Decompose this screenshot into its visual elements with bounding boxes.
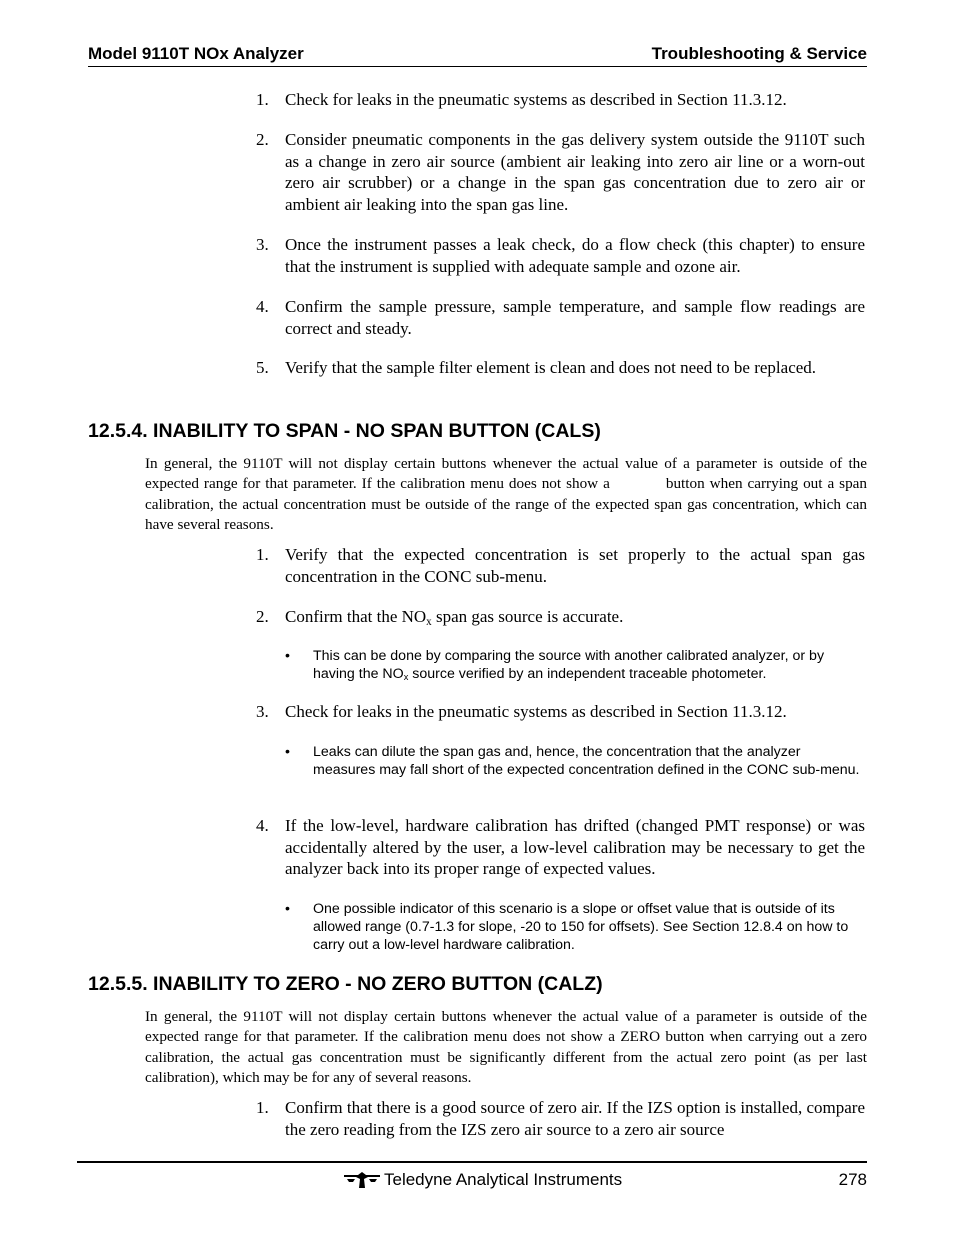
bullet-icon: •: [285, 744, 290, 760]
footer-company: Teledyne Analytical Instruments: [384, 1170, 623, 1189]
span-list: [256, 815, 865, 880]
list-item-text: Verify that the sample filter element is clean and does not need to be replaced.: [285, 358, 817, 377]
page-footer: [0, 1169, 954, 1193]
bullet-note: • One possible indicator of this scenario is a slope or offset value that is outside of its allowed range (0.7-1.3 for slope, -20 to 150 for offsets). See Section 12.8.4 on how to carry out a low-level hardware calibration.: [285, 901, 849, 953]
troubleshooting-list: [256, 89, 865, 111]
list-item: 2. Consider pneumatic components in the gas delivery system outside the 9110T such as a change in zero air source (ambient air leaking into zero air line or a worn-out zero air scrubber) or a change in the span gas concentration due to zero air or ambient air leaking into the span gas line.: [256, 130, 865, 214]
list-item: 5. Verify that the sample filter element is clean and does not need to be replaced.: [256, 358, 817, 377]
bullet-icon: •: [285, 648, 290, 664]
list-item-text: Verify that the expected concentration is set properly to the actual span gas concentration in the CONC sub-menu.: [285, 545, 865, 586]
troubleshooting-list: [256, 296, 865, 339]
zero-list: [256, 1097, 865, 1140]
page-header: [88, 44, 867, 64]
list-item: 1. Verify that the expected concentration is set properly to the actual span gas concentration in the CONC sub-menu.: [256, 545, 865, 586]
bullet-note: • Leaks can dilute the span gas and, hence, the concentration that the analyzer measures may fall short of the expected concentration defined in the CONC sub-menu.: [285, 744, 860, 778]
section-heading-zero: 12.5.5. INABILITY TO ZERO - NO ZERO BUTTON (CALZ): [88, 973, 603, 995]
list-item-text: If the low-level, hardware calibration has drifted (changed PMT response) or was accidentally altered by the user, a low-level calibration may be necessary to get the analyzer back into its proper range of expected values.: [285, 816, 865, 879]
troubleshooting-list: [256, 357, 865, 379]
span-list: [256, 544, 865, 587]
span-list: [256, 701, 865, 723]
list-item: 4. If the low-level, hardware calibration has drifted (changed PMT response) or was accidentally altered by the user, a low-level calibration may be necessary to get the analyzer back into its proper range of expected values.: [256, 816, 865, 879]
section-span-intro: In general, the 9110T will not display certain buttons whenever the actual value of a parameter is outside of the expected range for that parameter. If the calibration menu does not show a button when carrying out a span calibration, the actual concentration must be outside of the range of the expected span gas concentration, which can have several reasons.: [145, 455, 867, 533]
troubleshooting-list: [256, 129, 865, 215]
header-section: Troubleshooting & Service: [651, 44, 867, 63]
list-item: 3. Once the instrument passes a leak check, do a flow check (this chapter) to ensure that the instrument is supplied with adequate sample and ozone air.: [256, 235, 865, 276]
page-number: 278: [838, 1170, 867, 1189]
list-item-text: Confirm that there is a good source of zero air. If the IZS option is installed, compare the zero reading from the IZS zero air source to a zero air source: [285, 1098, 865, 1139]
teledyne-logo-icon: [344, 1171, 380, 1189]
list-item-text: Confirm that the $NO_x$ span gas source is accurate.: [285, 607, 624, 628]
troubleshooting-list: [256, 234, 865, 277]
list-item-text: Confirm the sample pressure, sample temperature, and sample flow readings are correct and steady.: [285, 297, 865, 338]
section-zero-intro: In general, the 9110T will not display certain buttons whenever the actual value of a parameter is outside of the expected range for that parameter. If the calibration menu does not show a ZERO button when carrying out a zero calibration, the actual gas concentration must be significantly different from the actual zero point (as per last calibration), which may be for any of several reasons.: [145, 1008, 867, 1086]
footer-divider: [77, 1161, 867, 1163]
list-item: 1. Check for leaks in the pneumatic systems as described in Section 11.3.12.: [256, 90, 787, 109]
list-item-text: Check for leaks in the pneumatic systems as described in Section 11.3.12.: [285, 702, 787, 721]
list-item-text: Check for leaks in the pneumatic systems as described in Section 11.3.12.: [285, 90, 787, 109]
list-item-text: Once the instrument passes a leak check, do a flow check (this chapter) to ensure that the instrument is supplied with adequate sample and ozone air.: [285, 235, 865, 276]
list-item: 1. Confirm that there is a good source of zero air. If the IZS option is installed, compare the zero reading from the IZS zero air source to a zero air source: [256, 1098, 865, 1139]
span-list: [256, 606, 865, 628]
section-heading-span: 12.5.4. INABILITY TO SPAN - NO SPAN BUTTON (CALS): [88, 420, 601, 442]
bullet-icon: •: [285, 901, 290, 917]
bullet-note: • This can be done by comparing the source with another calibrated analyzer, or by having the $NO_x$ source verified by an independent traceable photometer.: [285, 648, 825, 683]
list-item: 3. Check for leaks in the pneumatic systems as described in Section 11.3.12.: [256, 702, 787, 721]
list-item-text: Consider pneumatic components in the gas delivery system outside the 9110T such as a change in zero air source (ambient air leaking into zero air line or a worn-out zero air scrubber) or a change in the span gas concentration due to zero air or ambient air leaking into the span gas line.: [285, 130, 865, 214]
list-item: 2. Confirm that the $NO_x$ span gas source is accurate.: [256, 607, 624, 628]
list-item: 4. Confirm the sample pressure, sample temperature, and sample flow readings are correct and steady.: [256, 297, 865, 338]
header-divider: [88, 66, 867, 67]
header-title: Model 9110T NOx Analyzer: [88, 44, 304, 63]
